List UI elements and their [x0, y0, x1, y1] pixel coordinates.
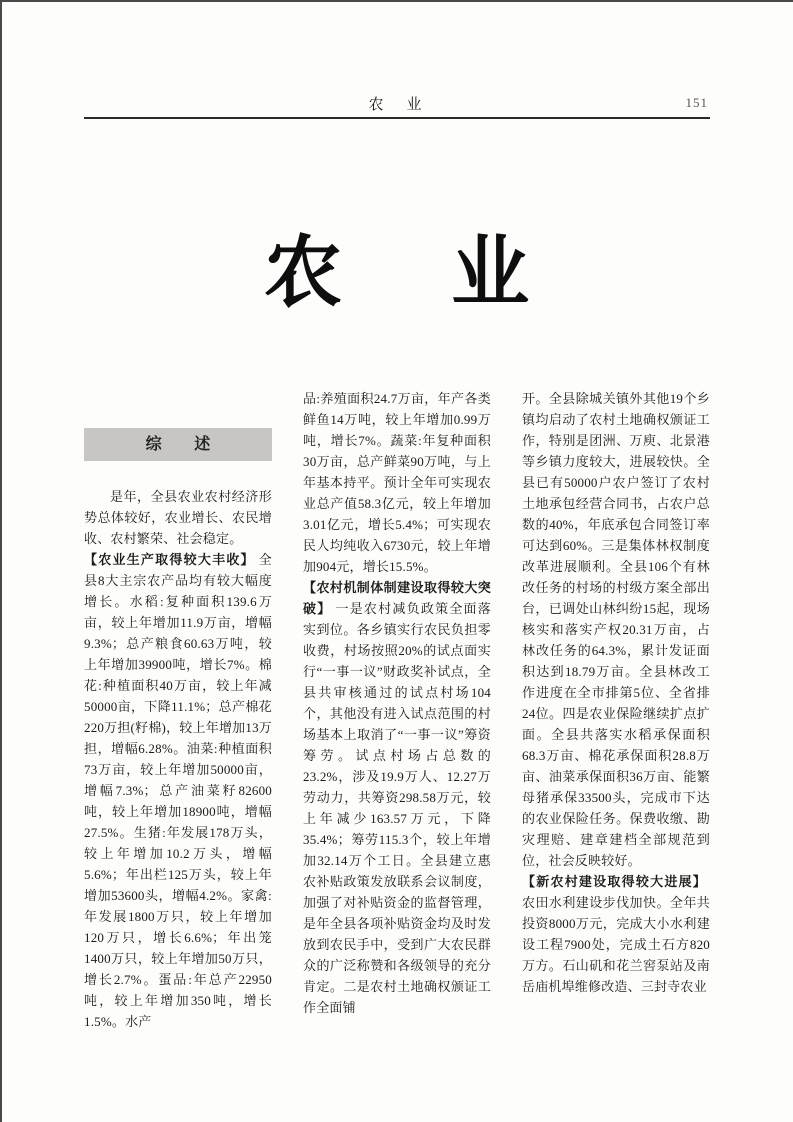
- scan-edge-top: [0, 0, 793, 2]
- continuation-paragraph-middle: [303, 388, 491, 577]
- continuation-paragraph-right: [522, 388, 710, 871]
- continuation-text-right: 开。全县除城关镇外其他19个乡镇均启动了农村土地确权颁证工作，特别是团洲、万庾、北景港等乡镇力度较大，进展较快。全县已有50000户农户签订了农村土地承包经营合同书，占农户总数的40%，年底承包合同签订率可达到60%。三是集体林权制度改革进展顺利。全县106个有林改任务的村场的村级方案全部出台，已调处山林纠纷15起，现场核实和落实产权20.31万亩，占林改任务的64.3%，累计发证面积达到18.79万亩。全县林改工作进度在全市排第5位、全省排24位。四是农业保险继续扩点扩面。全县共落实水稻承保面积68.3万亩、棉花承保面积28.8万亩、油菜承保面积36万亩、能繁母猪承保33500头，完成市下达的农业保险任务。保费收缴、勘灾理赔、建章建档全部规范到位，社会反映较好。: [522, 391, 710, 868]
- header-rule: [84, 117, 710, 119]
- running-header: 农 业: [368, 97, 426, 113]
- column-middle: [303, 388, 491, 1032]
- entry-paragraph-1: [84, 549, 272, 1032]
- entry-2-body: 一是农村减负政策全面落实到位。各乡镇实行农民负担零收费，村场按照20%的试点面实行“一事一议”财政奖补试点，全县共审核通过的试点村场104个，其他没有进入试点范围的村场基本上取消了“一事一议”筹资筹劳。试点村场占总数的23.2%，涉及19.9万人、12.27万劳动力，共筹资298.58万元，较上年减少163.57万元，下降35.4%；筹劳115.3个，较上年增加32.14万个工日。全县建立惠农补贴政策发放联系会议制度，加强了对补贴资金的监督管理，是年全县各项补贴资金均及时发放到农民手中，受到广大农民群众的广泛称赞和各级领导的充分肯定。二是农村土地确权颁证工作全面铺: [303, 601, 491, 1015]
- column-left: [84, 388, 272, 1032]
- continuation-text-middle: 品:养殖面积24.7万亩，年产各类鲜鱼14万吨，较上年增加0.99万吨，增长7%。蔬菜:年复种面积30万亩，总产鲜菜90万吨，与上年基本持平。预计全年可实现农业总产值58.3亿元，较上年增加3.01亿元，增长5.4%；可实现农民人均纯收入6730元，较上年增加904元，增长15.5%。: [303, 391, 491, 574]
- page-number: 151: [685, 95, 708, 110]
- entry-2-title: 【农村机制体制建设取得较大突破】: [303, 580, 491, 616]
- intro-text: 是年，全县农业农村经济形势总体较好，农业增长、农民增收、农村繁荣、社会稳定。: [84, 489, 272, 546]
- chapter-title: [0, 210, 793, 322]
- section-heading: 综 述: [145, 436, 211, 453]
- scan-edge-left: [0, 0, 2, 1122]
- intro-paragraph: [84, 486, 272, 549]
- entry-3-body: 农田水利建设步伐加快。全年共投资8000万元，完成大小水利建设工程7900处，完成土石方820万方。石山矶和花兰窖泵站及南岳庙机埠维修改造、三封寺农业: [522, 895, 710, 994]
- entry-paragraph-2: [303, 577, 491, 1018]
- chapter-title-text: 农业: [263, 229, 639, 316]
- entry-paragraph-3: [522, 871, 710, 997]
- entry-1-body: 全县8大主宗农产品均有较大幅度增长。水稻:复种面积139.6万亩，较上年增加11.9万亩，增幅9.3%；总产粮食60.63万吨，较上年增加39900吨，增长7%。棉花:种植面积40万亩，较上年减50000亩，下降11.1%；总产棉花220万担(籽棉)，较上年增加13万担，增幅6.28%。油菜:种植面积73万亩，较上年增加50000亩，增幅7.3%；总产油菜籽82600吨，较上年增加18900吨，增幅27.5%。生猪:年发展178万头，较上年增加10.2万头，增幅5.6%；年出栏125万头，较上年增加53600头，增幅4.2%。家禽:年发展1800万只，较上年增加120万只，增长6.6%；年出笼1400万只，较上年增加50万只，增长2.7%。蛋品:年总产22950吨，较上年增加350吨，增长1.5%。水产: [84, 552, 272, 1029]
- page-header: [84, 93, 710, 115]
- entry-3-title: 【新农村建设取得较大进展】: [522, 874, 706, 889]
- text-columns: [84, 388, 710, 1032]
- column-right: [522, 388, 710, 1032]
- entry-1-title: 【农业生产取得较大丰收】: [84, 552, 255, 567]
- section-banner: [84, 428, 272, 461]
